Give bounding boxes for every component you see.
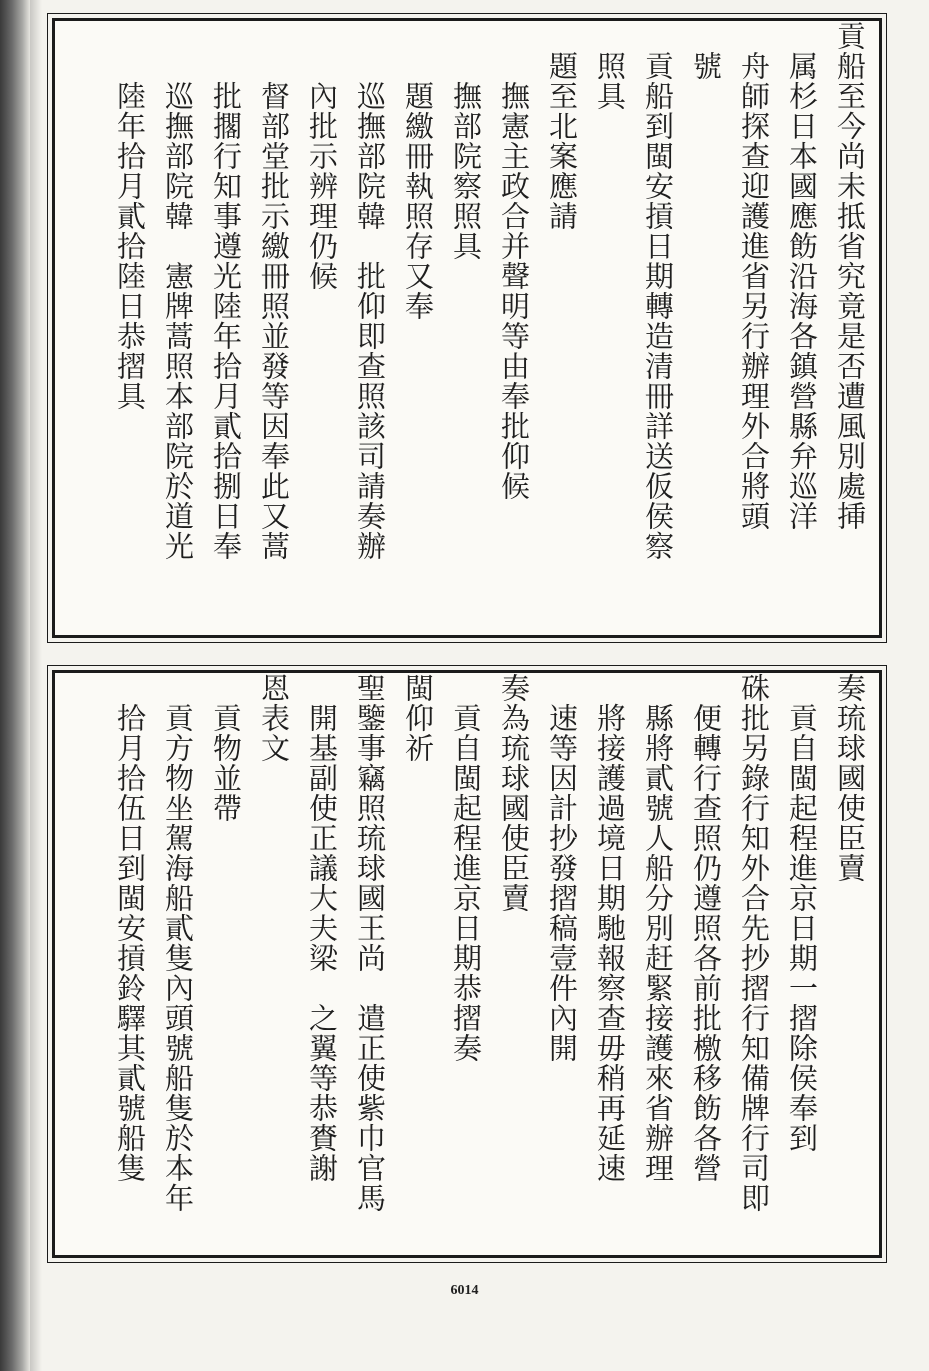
text-column: 便轉行查照仍遵照各前批檄移飭各營 — [689, 673, 723, 1183]
text-column: 撫憲主政合并聲明等由奉批仰候 — [497, 21, 531, 501]
text-column: 拾月拾伍日到閩安摃鈴驛其貳號船隻 — [113, 673, 147, 1183]
page-number: 6014 — [450, 1283, 479, 1298]
book-spine-shadow — [0, 0, 30, 1371]
text-column: 照具 — [593, 21, 627, 111]
text-column: 題至北案應請 — [545, 21, 579, 231]
text-column: 撫部院察照具 — [449, 21, 483, 261]
text-column: 貢自閩起程進京日期恭摺奏 — [449, 673, 483, 1063]
gutter-shadow — [30, 0, 42, 1371]
text-column: 舟師探查迎護進省另行辦理外合將頭 — [737, 21, 771, 531]
text-column: 題繳冊執照存又奉 — [401, 21, 435, 321]
text-column: 開基副使正議大夫梁 之翼等恭賚謝 — [305, 673, 339, 1183]
text-column: 號 — [689, 21, 723, 81]
text-column: 恩表文 — [257, 673, 291, 763]
text-column: 縣將貳號人船分別赶緊接護來省辦理 — [641, 673, 675, 1183]
text-column: 属杉日本國應飭沿海各鎮營縣弁巡洋 — [785, 21, 819, 531]
text-column: 巡撫部院韓 憲牌蒿照本部院於道光 — [161, 21, 195, 561]
bottom-manuscript-panel — [52, 670, 882, 1258]
text-column: 奏為琉球國使臣賣 — [497, 673, 531, 913]
text-column: 內批示辨理仍候 — [305, 21, 339, 291]
top-manuscript-panel — [52, 18, 882, 638]
text-column: 聖鑒事竊照琉球國王尚 遣正使紫巾官馬 — [353, 673, 387, 1213]
text-column: 將接護過境日期馳報察查毋稍再延速 — [593, 673, 627, 1183]
text-column: 貢自閩起程進京日期一摺除侯奉到 — [785, 673, 819, 1153]
text-column: 速等因計抄發摺稿壹件內開 — [545, 673, 579, 1063]
text-column: 陸年拾月貳拾陸日恭摺具 — [113, 21, 147, 411]
text-column: 批擱行知事遵光陸年拾月貳拾捌日奉 — [209, 21, 243, 561]
text-column: 貢方物坐駕海船貳隻內頭號船隻於本年 — [161, 673, 195, 1213]
text-column: 貢船到閩安摃日期轉造清冊詳送仮侯察 — [641, 21, 675, 561]
text-column: 督部堂批示繳冊照並發等因奉此又蒿 — [257, 21, 291, 561]
text-column: 貢物並帶 — [209, 673, 243, 823]
text-column: 奏琉球國使臣賣 — [833, 673, 867, 883]
text-column: 硃批另錄行知外合先抄摺行知備牌行司即 — [737, 673, 771, 1213]
text-column: 貢船至今尚未抵省究竟是否遭風別處挿 — [833, 21, 867, 531]
text-column: 巡撫部院韓 批仰即查照該司請奏辦 — [353, 21, 387, 561]
text-column: 閩仰祈 — [401, 673, 435, 763]
